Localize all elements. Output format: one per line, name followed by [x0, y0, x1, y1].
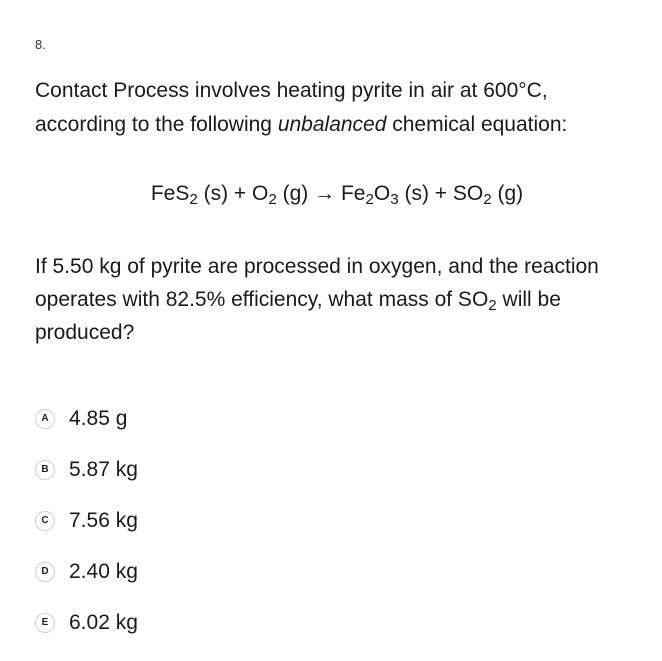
eq-text: (g) → Fe: [276, 182, 366, 205]
answer-options: [35, 393, 595, 648]
option-letter-badge: E: [35, 613, 55, 633]
option-d[interactable]: [35, 546, 595, 597]
option-letter-badge: B: [35, 460, 55, 480]
prompt-text: If 5.50 kg of pyrite are processed in oxygen, and the reaction operates with 82.5% efficiency, what mass of SO: [35, 255, 599, 311]
option-text: 6.02 kg: [69, 610, 138, 634]
question-prompt: [35, 250, 635, 349]
option-b[interactable]: [35, 444, 595, 495]
option-c[interactable]: [35, 495, 595, 546]
question-stem: [35, 74, 635, 142]
prompt-end: will be produced?: [35, 288, 561, 344]
stem-emphasis: unbalanced: [277, 113, 387, 136]
stem-text-2: chemical equation:: [386, 113, 568, 136]
option-text: 4.85 g: [69, 406, 128, 430]
option-letter-badge: D: [35, 562, 55, 582]
eq-sub: 2: [189, 191, 198, 209]
question-number: 8.: [35, 37, 46, 52]
eq-text: (s) + O: [197, 182, 269, 205]
option-letter-badge: A: [35, 409, 55, 429]
option-e[interactable]: [35, 597, 595, 648]
eq-sub: 2: [483, 191, 492, 209]
prompt-sub: 2: [488, 297, 497, 315]
eq-fes: FeS: [150, 182, 190, 205]
option-text: 5.87 kg: [69, 457, 138, 481]
option-text: 2.40 kg: [69, 559, 138, 583]
eq-text: (g): [491, 182, 524, 205]
eq-sub: 2: [365, 191, 374, 209]
option-a[interactable]: [35, 393, 595, 444]
eq-text: O: [373, 182, 391, 205]
option-letter-badge: C: [35, 511, 55, 531]
eq-sub: 2: [268, 191, 277, 209]
eq-text: (s) + SO: [398, 182, 484, 205]
stem-text-1: Contact Process involves heating pyrite in air at 600°C, according to the following: [35, 79, 548, 136]
option-text: 7.56 kg: [69, 508, 138, 532]
eq-sub: 3: [390, 191, 399, 209]
chemical-equation: [0, 177, 662, 211]
